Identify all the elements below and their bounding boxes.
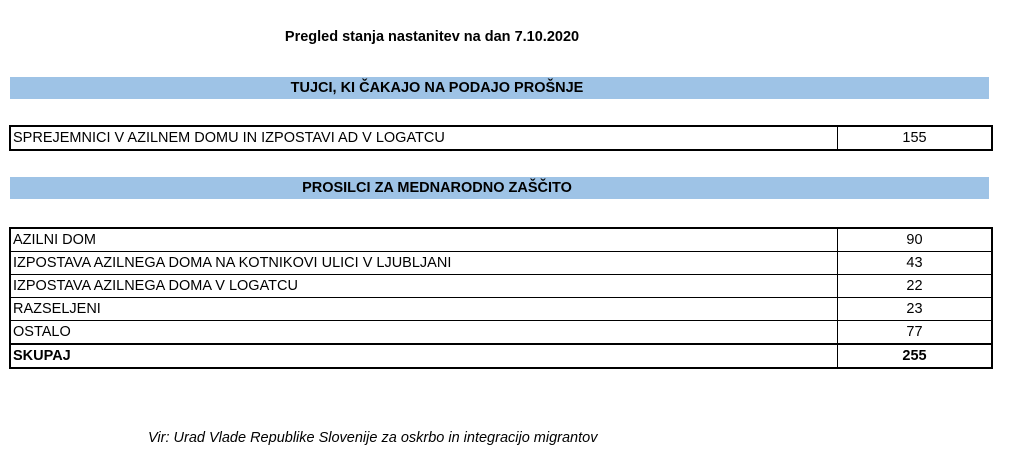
table-row (10, 298, 992, 321)
section-heading-waiting: TUJCI, KI ČAKAJO NA PODAJO PROŠNJE (290, 80, 584, 96)
applicants-table (9, 227, 993, 369)
document-title: Pregled stanja nastanitev na dan 7.10.2020 (284, 29, 580, 45)
row-value: 43 (838, 252, 993, 275)
source-note: Vir: Urad Vlade Republike Slovenije za oskrbo in integracijo migrantov (148, 430, 598, 446)
row-value: 77 (838, 321, 993, 345)
row-value: 22 (838, 275, 993, 298)
table-row (10, 126, 992, 150)
total-value: 255 (838, 344, 993, 368)
section-heading-band-applicants (10, 177, 989, 199)
table-row (10, 321, 992, 345)
row-value: 155 (838, 126, 993, 150)
total-label: SKUPAJ (10, 344, 838, 368)
table-row (10, 275, 992, 298)
row-label: SPREJEMNICI V AZILNEM DOMU IN IZPOSTAVI AD V LOGATCU (10, 126, 838, 150)
row-label: IZPOSTAVA AZILNEGA DOMA NA KOTNIKOVI ULICI V LJUBLJANI (10, 252, 838, 275)
row-label: OSTALO (10, 321, 838, 345)
table-row (10, 252, 992, 275)
row-label: AZILNI DOM (10, 228, 838, 252)
row-value: 90 (838, 228, 993, 252)
section-heading-applicants: PROSILCI ZA MEDNARODNO ZAŠČITO (302, 180, 572, 196)
table-row (10, 228, 992, 252)
waiting-table (9, 125, 993, 151)
row-label: RAZSELJENI (10, 298, 838, 321)
section-heading-band-waiting (10, 77, 989, 99)
row-label: IZPOSTAVA AZILNEGA DOMA V LOGATCU (10, 275, 838, 298)
row-value: 23 (838, 298, 993, 321)
total-row (10, 344, 992, 368)
